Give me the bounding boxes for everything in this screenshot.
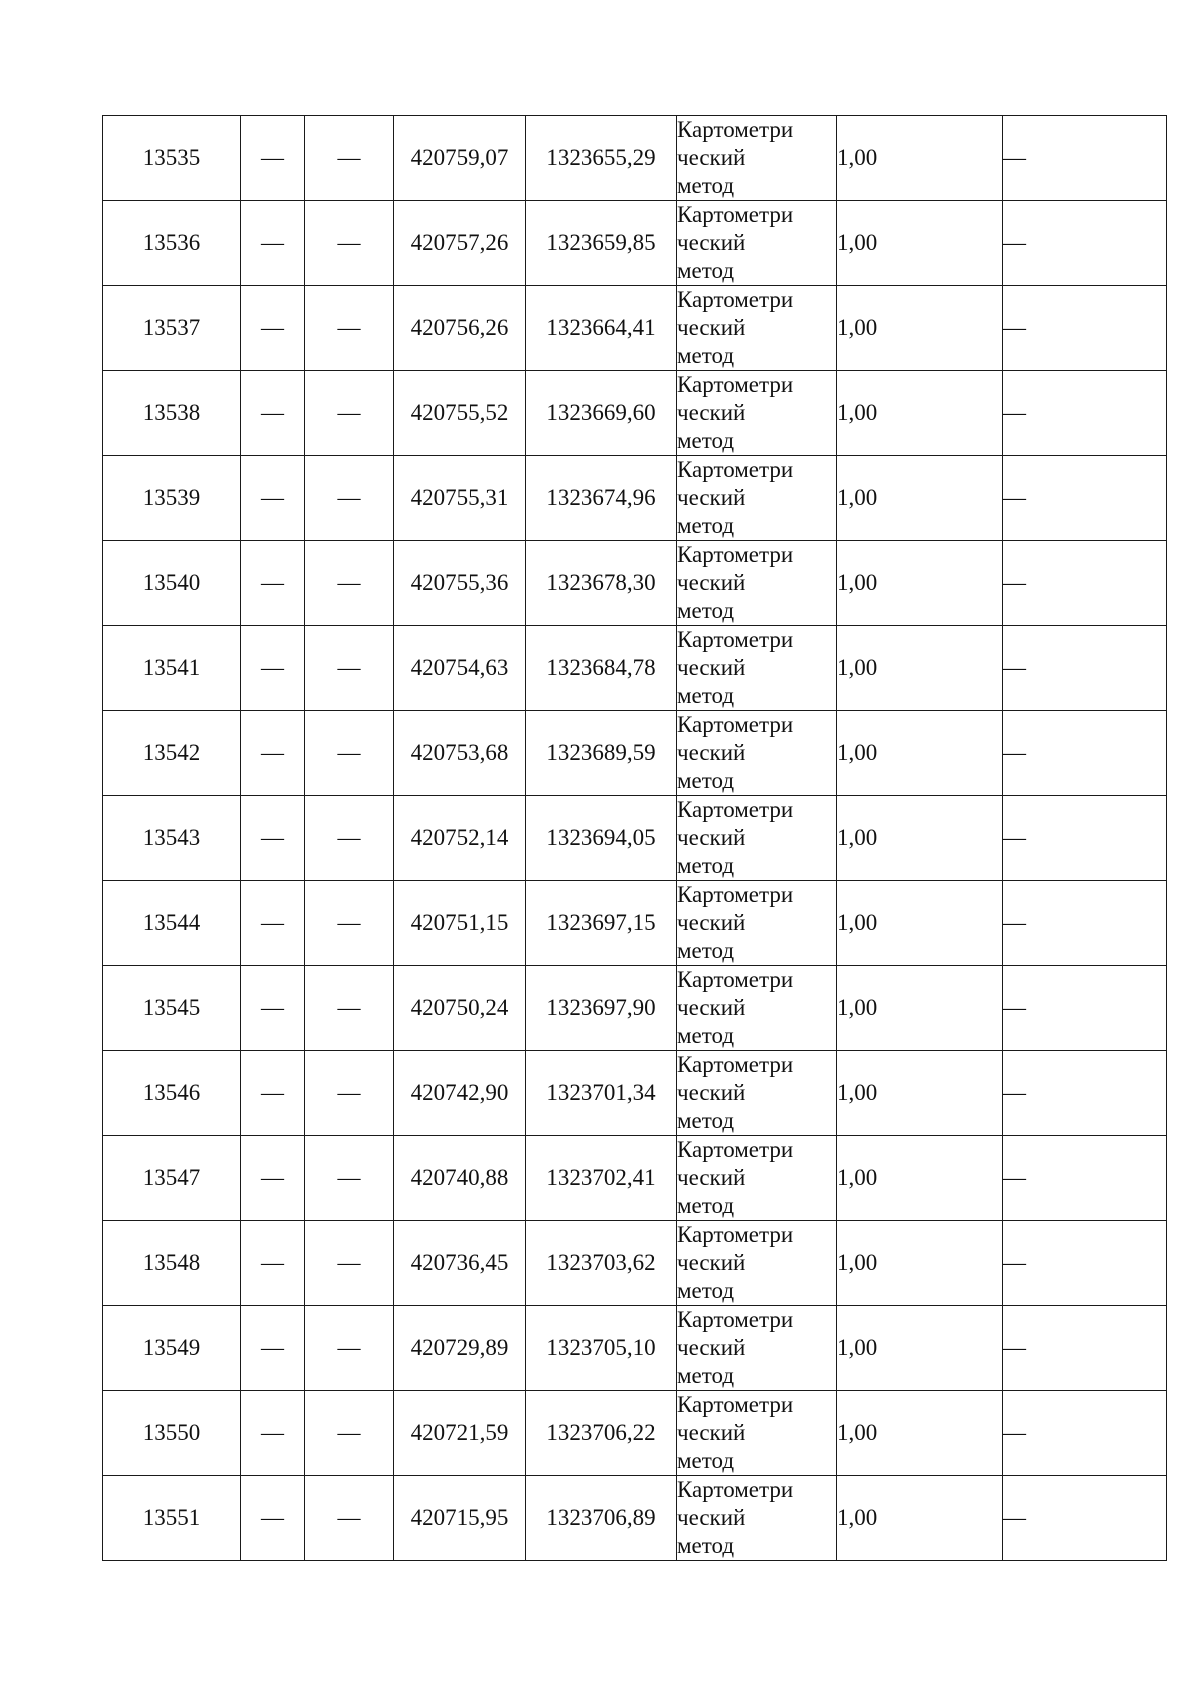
dash-cell: — — [241, 456, 305, 541]
accuracy-cell: 1,00 — [837, 1221, 1003, 1306]
accuracy-cell: 1,00 — [837, 966, 1003, 1051]
y-coordinate-cell: 1323674,96 — [526, 456, 677, 541]
point-number-cell: 13549 — [103, 1306, 241, 1391]
y-coordinate-cell: 1323705,10 — [526, 1306, 677, 1391]
method-text-line: метод — [677, 428, 735, 453]
dash-cell: — — [241, 116, 305, 201]
x-coordinate-cell: 420754,63 — [394, 626, 526, 711]
dash-cell: — — [1003, 116, 1167, 201]
dash-cell: — — [305, 626, 394, 711]
dash-cell: — — [305, 711, 394, 796]
method-text-line: ческий — [677, 485, 746, 510]
table-row — [103, 1136, 1167, 1221]
method-text-line: Картометри — [677, 1052, 794, 1077]
dash-cell: — — [1003, 1221, 1167, 1306]
method-text-line: ческий — [677, 1250, 746, 1275]
table-row — [103, 711, 1167, 796]
point-number-cell: 13550 — [103, 1391, 241, 1476]
accuracy-cell: 1,00 — [837, 286, 1003, 371]
method-cell — [677, 1136, 837, 1221]
method-text-line: ческий — [677, 400, 746, 425]
method-text-line: Картометри — [677, 457, 794, 482]
dash-cell: — — [1003, 1391, 1167, 1476]
dash-cell: — — [305, 1051, 394, 1136]
method-text-line: Картометри — [677, 287, 794, 312]
accuracy-cell: 1,00 — [837, 881, 1003, 966]
point-number-cell: 13536 — [103, 201, 241, 286]
dash-cell: — — [241, 1136, 305, 1221]
method-cell — [677, 371, 837, 456]
table-row — [103, 116, 1167, 201]
method-cell — [677, 796, 837, 881]
dash-cell: — — [1003, 966, 1167, 1051]
dash-cell: — — [241, 626, 305, 711]
method-cell — [677, 541, 837, 626]
point-number-cell: 13545 — [103, 966, 241, 1051]
method-cell — [677, 1391, 837, 1476]
dash-cell: — — [241, 1306, 305, 1391]
y-coordinate-cell: 1323706,22 — [526, 1391, 677, 1476]
dash-cell: — — [305, 1476, 394, 1561]
method-text-line: ческий — [677, 1335, 746, 1360]
accuracy-cell: 1,00 — [837, 711, 1003, 796]
table-row — [103, 1391, 1167, 1476]
dash-cell: — — [305, 116, 394, 201]
dash-cell: — — [305, 1391, 394, 1476]
method-text-line: ческий — [677, 1505, 746, 1530]
dash-cell: — — [1003, 1306, 1167, 1391]
method-text-line: Картометри — [677, 1137, 794, 1162]
point-number-cell: 13540 — [103, 541, 241, 626]
method-text-line: Картометри — [677, 1222, 794, 1247]
table-row — [103, 966, 1167, 1051]
dash-cell: — — [241, 541, 305, 626]
y-coordinate-cell: 1323678,30 — [526, 541, 677, 626]
accuracy-cell: 1,00 — [837, 796, 1003, 881]
method-text-line: метод — [677, 173, 735, 198]
method-cell — [677, 1476, 837, 1561]
dash-cell: — — [305, 541, 394, 626]
dash-cell: — — [1003, 371, 1167, 456]
dash-cell: — — [305, 1221, 394, 1306]
accuracy-cell: 1,00 — [837, 626, 1003, 711]
x-coordinate-cell: 420742,90 — [394, 1051, 526, 1136]
method-text-line: метод — [677, 853, 735, 878]
dash-cell: — — [241, 371, 305, 456]
dash-cell: — — [241, 796, 305, 881]
method-cell — [677, 711, 837, 796]
dash-cell: — — [1003, 1051, 1167, 1136]
x-coordinate-cell: 420721,59 — [394, 1391, 526, 1476]
method-text-line: Картометри — [677, 1477, 794, 1502]
dash-cell: — — [241, 201, 305, 286]
method-text-line: ческий — [677, 655, 746, 680]
accuracy-cell: 1,00 — [837, 541, 1003, 626]
accuracy-cell: 1,00 — [837, 1136, 1003, 1221]
x-coordinate-cell: 420756,26 — [394, 286, 526, 371]
method-text-line: метод — [677, 598, 735, 623]
dash-cell: — — [305, 286, 394, 371]
x-coordinate-cell: 420757,26 — [394, 201, 526, 286]
dash-cell: — — [1003, 541, 1167, 626]
method-text-line: Картометри — [677, 627, 794, 652]
table-row — [103, 371, 1167, 456]
dash-cell: — — [1003, 286, 1167, 371]
point-number-cell: 13541 — [103, 626, 241, 711]
accuracy-cell: 1,00 — [837, 1051, 1003, 1136]
point-number-cell: 13546 — [103, 1051, 241, 1136]
method-text-line: метод — [677, 513, 735, 538]
method-cell — [677, 116, 837, 201]
y-coordinate-cell: 1323703,62 — [526, 1221, 677, 1306]
method-cell — [677, 1051, 837, 1136]
method-text-line: Картометри — [677, 1392, 794, 1417]
y-coordinate-cell: 1323702,41 — [526, 1136, 677, 1221]
dash-cell: — — [241, 286, 305, 371]
x-coordinate-cell: 420753,68 — [394, 711, 526, 796]
x-coordinate-cell: 420740,88 — [394, 1136, 526, 1221]
y-coordinate-cell: 1323669,60 — [526, 371, 677, 456]
method-cell — [677, 1221, 837, 1306]
method-text-line: ческий — [677, 145, 746, 170]
method-text-line: метод — [677, 1448, 735, 1473]
y-coordinate-cell: 1323697,90 — [526, 966, 677, 1051]
method-cell — [677, 201, 837, 286]
accuracy-cell: 1,00 — [837, 456, 1003, 541]
point-number-cell: 13551 — [103, 1476, 241, 1561]
y-coordinate-cell: 1323684,78 — [526, 626, 677, 711]
accuracy-cell: 1,00 — [837, 116, 1003, 201]
method-text-line: метод — [677, 938, 735, 963]
y-coordinate-cell: 1323701,34 — [526, 1051, 677, 1136]
method-text-line: Картометри — [677, 117, 794, 142]
method-text-line: метод — [677, 1363, 735, 1388]
dash-cell: — — [305, 371, 394, 456]
method-text-line: ческий — [677, 995, 746, 1020]
method-text-line: метод — [677, 683, 735, 708]
dash-cell: — — [241, 1051, 305, 1136]
table-row — [103, 1051, 1167, 1136]
method-cell — [677, 881, 837, 966]
method-text-line: Картометри — [677, 372, 794, 397]
table-row — [103, 201, 1167, 286]
method-text-line: метод — [677, 1278, 735, 1303]
x-coordinate-cell: 420755,36 — [394, 541, 526, 626]
method-text-line: Картометри — [677, 712, 794, 737]
x-coordinate-cell: 420755,31 — [394, 456, 526, 541]
method-text-line: метод — [677, 343, 735, 368]
dash-cell: — — [305, 456, 394, 541]
point-number-cell: 13538 — [103, 371, 241, 456]
table-row — [103, 881, 1167, 966]
method-text-line: Картометри — [677, 797, 794, 822]
method-text-line: ческий — [677, 570, 746, 595]
x-coordinate-cell: 420751,15 — [394, 881, 526, 966]
table-row — [103, 286, 1167, 371]
method-text-line: ческий — [677, 825, 746, 850]
accuracy-cell: 1,00 — [837, 371, 1003, 456]
y-coordinate-cell: 1323697,15 — [526, 881, 677, 966]
method-text-line: Картометри — [677, 1307, 794, 1332]
table-row — [103, 456, 1167, 541]
dash-cell: — — [305, 966, 394, 1051]
y-coordinate-cell: 1323689,59 — [526, 711, 677, 796]
dash-cell: — — [1003, 881, 1167, 966]
method-text-line: метод — [677, 258, 735, 283]
method-text-line: Картометри — [677, 967, 794, 992]
table-row — [103, 796, 1167, 881]
dash-cell: — — [1003, 711, 1167, 796]
dash-cell: — — [1003, 796, 1167, 881]
method-cell — [677, 966, 837, 1051]
dash-cell: — — [305, 796, 394, 881]
point-number-cell: 13535 — [103, 116, 241, 201]
method-text-line: ческий — [677, 1165, 746, 1190]
point-number-cell: 13542 — [103, 711, 241, 796]
accuracy-cell: 1,00 — [837, 1306, 1003, 1391]
method-cell — [677, 626, 837, 711]
x-coordinate-cell: 420759,07 — [394, 116, 526, 201]
dash-cell: — — [305, 881, 394, 966]
method-cell — [677, 286, 837, 371]
x-coordinate-cell: 420736,45 — [394, 1221, 526, 1306]
point-number-cell: 13543 — [103, 796, 241, 881]
method-text-line: Картометри — [677, 542, 794, 567]
x-coordinate-cell: 420755,52 — [394, 371, 526, 456]
method-text-line: ческий — [677, 230, 746, 255]
method-cell — [677, 456, 837, 541]
accuracy-cell: 1,00 — [837, 1391, 1003, 1476]
coordinates-table — [102, 115, 1167, 1561]
point-number-cell: 13544 — [103, 881, 241, 966]
point-number-cell: 13548 — [103, 1221, 241, 1306]
dash-cell: — — [1003, 1476, 1167, 1561]
table-body — [103, 116, 1167, 1561]
y-coordinate-cell: 1323655,29 — [526, 116, 677, 201]
accuracy-cell: 1,00 — [837, 1476, 1003, 1561]
dash-cell: — — [305, 201, 394, 286]
dash-cell: — — [1003, 456, 1167, 541]
accuracy-cell: 1,00 — [837, 201, 1003, 286]
method-text-line: метод — [677, 1193, 735, 1218]
method-text-line: ческий — [677, 1420, 746, 1445]
dash-cell: — — [241, 1476, 305, 1561]
x-coordinate-cell: 420750,24 — [394, 966, 526, 1051]
method-text-line: метод — [677, 768, 735, 793]
table-row — [103, 1306, 1167, 1391]
x-coordinate-cell: 420715,95 — [394, 1476, 526, 1561]
method-text-line: ческий — [677, 910, 746, 935]
method-text-line: Картометри — [677, 202, 794, 227]
dash-cell: — — [1003, 1136, 1167, 1221]
dash-cell: — — [241, 1391, 305, 1476]
method-cell — [677, 1306, 837, 1391]
point-number-cell: 13539 — [103, 456, 241, 541]
x-coordinate-cell: 420729,89 — [394, 1306, 526, 1391]
dash-cell: — — [305, 1306, 394, 1391]
dash-cell: — — [1003, 201, 1167, 286]
method-text-line: метод — [677, 1108, 735, 1133]
method-text-line: ческий — [677, 315, 746, 340]
dash-cell: — — [1003, 626, 1167, 711]
point-number-cell: 13537 — [103, 286, 241, 371]
table-row — [103, 1221, 1167, 1306]
dash-cell: — — [241, 966, 305, 1051]
table-row — [103, 541, 1167, 626]
method-text-line: ческий — [677, 1080, 746, 1105]
method-text-line: метод — [677, 1533, 735, 1558]
y-coordinate-cell: 1323694,05 — [526, 796, 677, 881]
table-row — [103, 626, 1167, 711]
y-coordinate-cell: 1323706,89 — [526, 1476, 677, 1561]
y-coordinate-cell: 1323664,41 — [526, 286, 677, 371]
method-text-line: метод — [677, 1023, 735, 1048]
dash-cell: — — [241, 881, 305, 966]
method-text-line: Картометри — [677, 882, 794, 907]
dash-cell: — — [305, 1136, 394, 1221]
y-coordinate-cell: 1323659,85 — [526, 201, 677, 286]
dash-cell: — — [241, 711, 305, 796]
point-number-cell: 13547 — [103, 1136, 241, 1221]
x-coordinate-cell: 420752,14 — [394, 796, 526, 881]
dash-cell: — — [241, 1221, 305, 1306]
table-row — [103, 1476, 1167, 1561]
method-text-line: ческий — [677, 740, 746, 765]
